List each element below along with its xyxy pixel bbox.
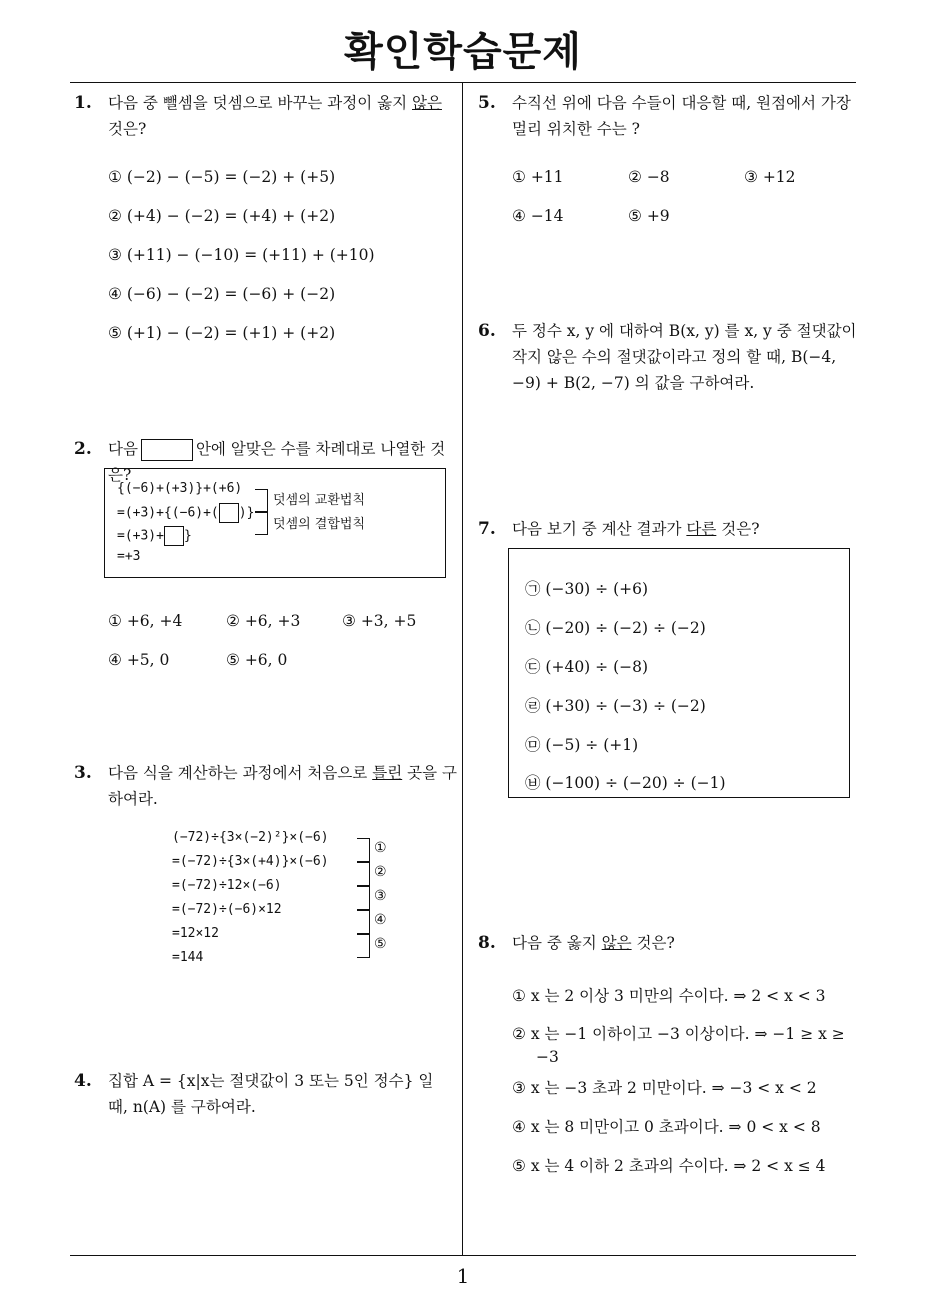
- bracket: [357, 838, 370, 862]
- q1-option-2[interactable]: ② (+4) − (−2) = (+4) + (+2): [108, 207, 336, 225]
- question-number: 8.: [478, 933, 496, 953]
- q1-option-3[interactable]: ③ (+11) − (−10) = (+11) + (+10): [108, 246, 375, 264]
- q5-option-2[interactable]: ② −8: [628, 168, 670, 186]
- q2-option-5[interactable]: ⑤ +6, 0: [226, 651, 288, 669]
- bracket: [255, 511, 268, 535]
- q1-option-4[interactable]: ④ (−6) − (−2) = (−6) + (−2): [108, 285, 336, 303]
- law-label-2: 덧셈의 결합법칙: [273, 517, 366, 532]
- page-number: 1: [456, 1264, 470, 1288]
- bracket: [357, 886, 370, 910]
- question-number: 6.: [478, 321, 496, 341]
- q1-option-1[interactable]: ① (−2) − (−5) = (−2) + (+5): [108, 168, 336, 186]
- step-mark-3: ③: [374, 888, 387, 904]
- question-stem: 다음 식을 계산하는 과정에서 처음으로 틀린 곳을 구하여라.: [108, 764, 457, 808]
- question-8: [478, 930, 858, 956]
- step-mark-5: ⑤: [374, 936, 387, 952]
- q2-option-4[interactable]: ④ +5, 0: [108, 651, 170, 669]
- q7-item-6: ㉥ (−100) ÷ (−20) ÷ (−1): [525, 774, 726, 792]
- q7-item-4: ㉣ (+30) ÷ (−3) ÷ (−2): [525, 697, 706, 715]
- question-7: [478, 516, 858, 542]
- answer-blank: [164, 526, 184, 546]
- answer-blank: [141, 439, 193, 461]
- bracket: [255, 489, 268, 513]
- question-3: [74, 760, 458, 812]
- answer-blank: [219, 503, 239, 523]
- question-6: [478, 318, 858, 396]
- question-number: 7.: [478, 519, 496, 539]
- q3-calculation: (−72)÷{3×(−2)²}×(−6) =(−72)÷{3×(+4)}×(−6) =(−72)÷12×(−6) =(−72)÷(−6)×12 =12×12 =144 ① ② ③ ④ ⑤: [172, 830, 387, 965]
- bracket: [357, 934, 370, 958]
- q1-option-5[interactable]: ⑤ (+1) − (−2) = (+1) + (+2): [108, 324, 336, 342]
- column-divider: [462, 82, 463, 1256]
- page-title: 확인학습문제: [344, 29, 582, 75]
- step-mark-4: ④: [374, 912, 387, 928]
- question-stem: 집합 A = {x|x는 절댓값이 3 또는 5인 정수} 일 때, n(A) 를 구하여라.: [108, 1072, 434, 1116]
- bracket: [357, 910, 370, 934]
- question-stem: 수직선 위에 다음 수들이 대응할 때, 원점에서 가장 멀리 위치한 수는 ?: [512, 94, 851, 138]
- q7-item-2: ㉡ (−20) ÷ (−2) ÷ (−2): [525, 619, 706, 637]
- q5-option-5[interactable]: ⑤ +9: [628, 207, 670, 225]
- question-4: [74, 1068, 458, 1120]
- bottom-rule: [70, 1255, 856, 1256]
- step-mark-2: ②: [374, 864, 387, 880]
- q8-option-3[interactable]: ③ x 는 −3 초과 2 미만이다. ⇒ −3 < x < 2: [512, 1079, 817, 1097]
- q5-option-4[interactable]: ④ −14: [512, 207, 564, 225]
- q5-option-3[interactable]: ③ +12: [744, 168, 796, 186]
- top-rule: [70, 82, 856, 83]
- question-number: 2.: [74, 439, 92, 459]
- q7-items-box: [508, 548, 850, 798]
- q2-expression-box: {(−6)+(+3)}+(+6) =(+3)+{(−6)+( )} =(+3)+ } =+3 덧셈의 교환법칙 덧셈의 결합법칙: [104, 468, 446, 578]
- question-stem: 다음 중 뺄셈을 덧셈으로 바꾸는 과정이 옳지 않은 것은?: [108, 94, 442, 138]
- q8-option-1[interactable]: ① x 는 2 이상 3 미만의 수이다. ⇒ 2 < x < 3: [512, 987, 826, 1005]
- q8-option-5[interactable]: ⑤ x 는 4 이하 2 초과의 수이다. ⇒ 2 < x ≤ 4: [512, 1157, 826, 1175]
- q2-option-3[interactable]: ③ +3, +5: [342, 612, 417, 630]
- question-number: 1.: [74, 93, 92, 113]
- bracket: [357, 862, 370, 886]
- q7-item-5: ㉤ (−5) ÷ (+1): [525, 736, 639, 754]
- question-number: 4.: [74, 1071, 92, 1091]
- question-number: 3.: [74, 763, 92, 783]
- question-stem: 두 정수 x, y 에 대하여 B(x, y) 를 x, y 중 절댓값이 작지 않은 수의 절댓값이라고 정의 할 때, B(−4, −9) + B(2, −7) 의 값을 구하여라.: [512, 322, 857, 392]
- q7-item-3: ㉢ (+40) ÷ (−8): [525, 658, 649, 676]
- question-stem: 다음 보기 중 계산 결과가 다른 것은?: [512, 520, 760, 538]
- question-number: 5.: [478, 93, 496, 113]
- q8-option-4[interactable]: ④ x 는 8 미만이고 0 초과이다. ⇒ 0 < x < 8: [512, 1118, 821, 1136]
- q8-option-2-continued: −3: [536, 1048, 559, 1066]
- law-label-1: 덧셈의 교환법칙: [273, 493, 366, 508]
- question-stem: 다음 안에 알맞은 수를 차례대로 나열한 것은?: [108, 440, 446, 484]
- q2-option-1[interactable]: ① +6, +4: [108, 612, 183, 630]
- q8-option-2[interactable]: ② x 는 −1 이하이고 −3 이상이다. ⇒ −1 ≥ x ≥: [512, 1025, 845, 1043]
- q2-option-2[interactable]: ② +6, +3: [226, 612, 301, 630]
- question-stem: 다음 중 옳지 않은 것은?: [512, 934, 675, 952]
- q7-item-1: ㉠ (−30) ÷ (+6): [525, 580, 649, 598]
- question-1: [74, 90, 458, 142]
- q5-option-1[interactable]: ① +11: [512, 168, 564, 186]
- step-mark-1: ①: [374, 840, 387, 856]
- question-5: [478, 90, 858, 142]
